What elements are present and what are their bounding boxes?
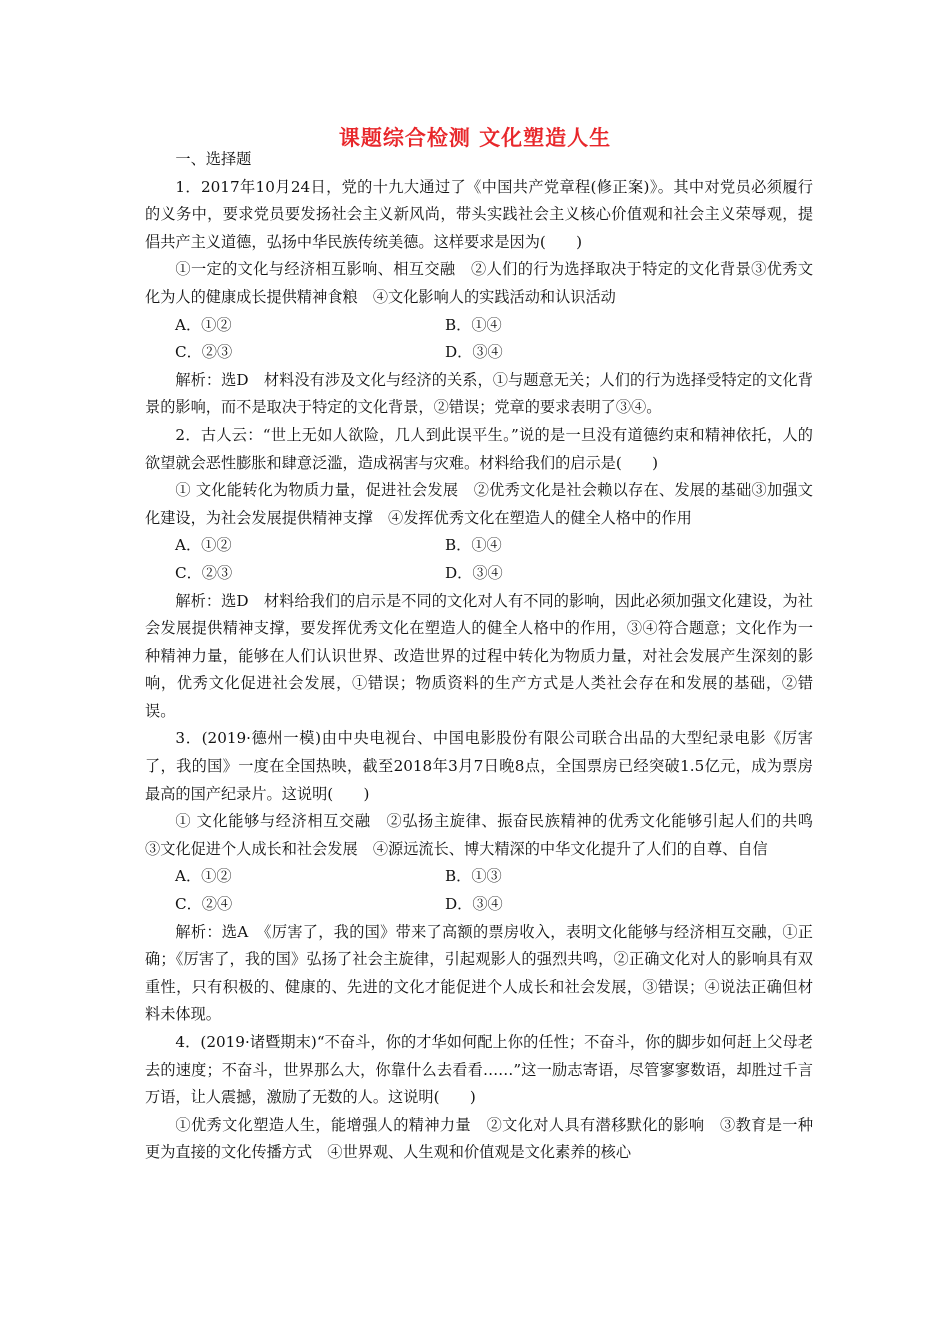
document-body xyxy=(145,146,829,1167)
question-3-stem: 3．(2019·德州一模)由中央电视台、中国电影股份有限公司联合出品的大型纪录电影《厉害了，我的国》一度在全国热映，截至2018年3月7日晚8点，全国票房已经突破1.5亿元，成为票房最高的国产纪录片。这说明( ) xyxy=(145,729,813,803)
document-title: 课题综合检测 文化塑造人生 xyxy=(338,126,612,150)
question-4-statements: ①优秀文化塑造人生，能增强人的精神力量 ②文化对人具有潜移默化的影响 ③教育是一种更为直接的文化传播方式 ④世界观、人生观和价值观是文化素养的核心 xyxy=(145,1115,813,1162)
question-1-analysis: 解析：选D 材料没有涉及文化与经济的关系，①与题意无关；人们的行为选择受特定的文化背景的影响，而不是取决于特定的文化背景，②错误；党章的要求表明了③④。 xyxy=(145,370,813,417)
question-2-stem: 2．古人云：“世上无如人欲险，几人到此误平生。”说的是一旦没有道德约束和精神依托，人的欲望就会恶性膨胀和肆意泛滥，造成祸害与灾难。材料给我们的启示是( ) xyxy=(145,425,813,472)
question-2-options-row-1 xyxy=(145,532,813,560)
option-c: C．②③ xyxy=(175,343,233,362)
question-3-options-row-1 xyxy=(145,863,813,891)
option-a: A．①② xyxy=(175,315,232,334)
option-a: A．①② xyxy=(175,536,232,555)
question-3-statements: ① 文化能够与经济相互交融 ②弘扬主旋律、振奋民族精神的优秀文化能够引起人们的共鸣 ③文化促进个人成长和社会发展 ④源远流长、博大精深的中华文化提升了人们的自尊、自信 xyxy=(145,812,829,858)
question-3-options-row-2 xyxy=(145,891,813,919)
question-1-options-row-2 xyxy=(145,339,813,367)
question-1-stem: 1．2017年10月24日，党的十九大通过了《中国共产党章程(修正案)》。其中对党员必须履行的义务中，要求党员要发扬社会主义新风尚，带头实践社会主义核心价值观和社会主义荣辱观，提倡共产主义道德，弘扬中华民族传统美德。这样要求是因为( ) xyxy=(145,177,813,251)
question-2-analysis: 解析：选D 材料给我们的启示是不同的文化对人有不同的影响，因此必须加强文化建设，为社会发展提供精神支撑，要发挥优秀文化在塑造人的健全人格中的作用，③④符合题意；文化作为一种精神力量，能够在人们认识世界、改造世界的过程中转化为物质力量，对社会发展产生深刻的影响，优秀文化促进社会发展，①错误；物质资料的生产方式是人类社会存在和发展的基础，②错误。 xyxy=(145,591,813,720)
question-3-analysis: 解析：选A 《厉害了，我的国》带来了高额的票房收入，表明文化能够与经济相互交融，①正确；《厉害了，我的国》弘扬了社会主旋律，引起观影人的强烈共鸣，②正确文化对人的影响具有双重性，只有积极的、健康的、先进的文化才能促进个人成长和社会发展，③错误；④说法正确但材料未体现。 xyxy=(145,922,813,1024)
option-d: D．③④ xyxy=(445,895,503,914)
option-b: B．①③ xyxy=(445,867,502,886)
question-4-stem: 4．(2019·诸暨期末)“不奋斗，你的才华如何配上你的任性；不奋斗，你的脚步如何赶上父母老去的速度；不奋斗，世界那么大，你靠什么去看看……”这一励志寄语，尽管寥寥数语，却胜过千言万语，让人震撼，激励了无数的人。这说明( ) xyxy=(145,1033,813,1107)
question-1-statements: ①一定的文化与经济相互影响、相互交融 ②人们的行为选择取决于特定的文化背景③优秀文化为人的健康成长提供精神食粮 ④文化影响人的实践活动和认识活动 xyxy=(145,260,813,306)
section-heading: 一、选择题 xyxy=(175,150,252,168)
option-b: B．①④ xyxy=(445,315,502,334)
option-d: D．③④ xyxy=(445,563,503,582)
option-a: A．①② xyxy=(175,867,232,886)
question-2-statements: ① 文化能转化为物质力量，促进社会发展 ②优秀文化是社会赖以存在、发展的基础③加强文化建设，为社会发展提供精神支撑 ④发挥优秀文化在塑造人的健全人格中的作用 xyxy=(145,481,813,527)
question-1-options-row-1 xyxy=(145,312,813,340)
question-2-options-row-2 xyxy=(145,560,813,588)
option-c: C．②④ xyxy=(175,895,233,914)
option-b: B．①④ xyxy=(445,536,502,555)
option-d: D．③④ xyxy=(445,343,503,362)
option-c: C．②③ xyxy=(175,563,233,582)
